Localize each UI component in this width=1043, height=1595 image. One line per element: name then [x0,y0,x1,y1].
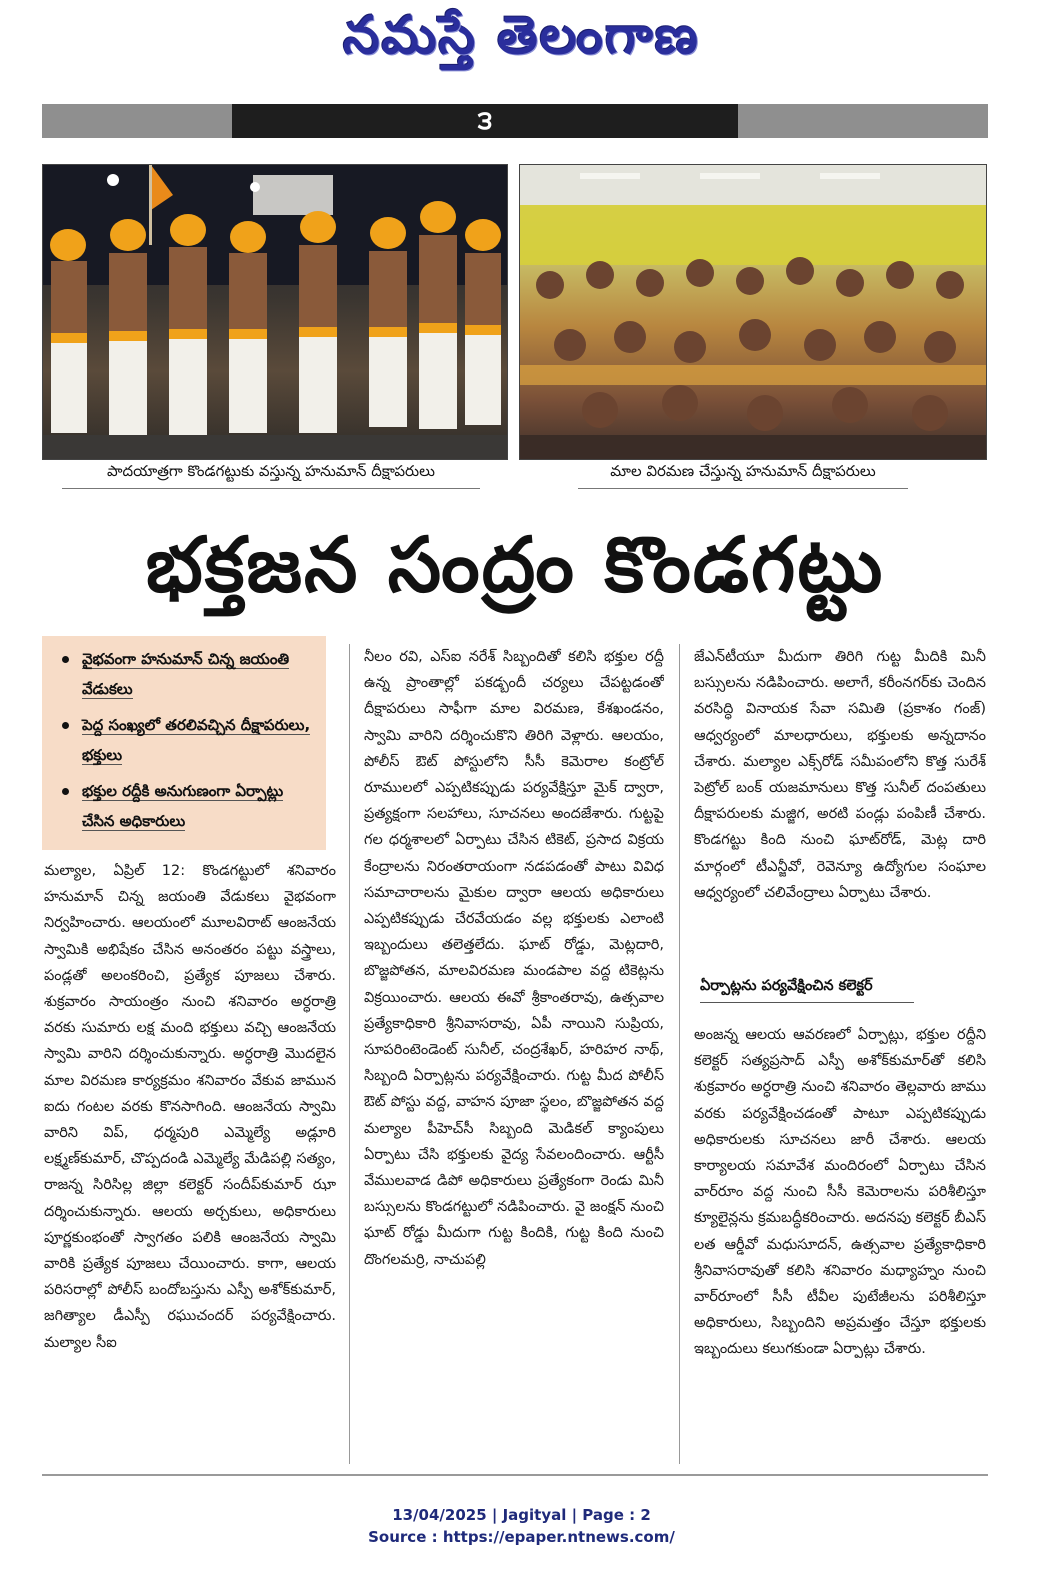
column-divider [679,644,680,1464]
article-subheading: ఏర్పాట్లను పర్యవేక్షించిన కలెక్టర్ [700,978,914,1003]
footer-source-link[interactable]: Source : https://epaper.ntnews.com/ [368,1528,675,1546]
section-band [42,104,988,138]
footer-date-edition: 13/04/2025 | Jagityal | Page : 2 [392,1506,651,1524]
article-column-1: మల్యాల, ఏప్రిల్ 12: కొండగట్టులో శనివారం హనుమాన్ చిన్న జయంతి వేడుకలు వైభవంగా నిర్వహించారు. ఆలయంలో మూలవిరాట్ ఆంజనేయ స్వామికి అభిషేకం చేసిన అనంతరం పట్టు వస్త్రాలు, పండ్లతో అలంకరించి, ప్రత్యేక పూజలు చేశారు. శుక్రవారం సాయంత్రం నుంచి శనివారం అర్ధరాత్రి వరకు సుమారు లక్ష మంది భక్తులు వచ్చి ఆంజనేయ స్వామి వారిని దర్శించుకున్నారు. అర్ధరాత్రి మొదలైన మాల విరమణ కార్యక్రమం శనివారం వేకువ జామున ఐదు గంటల వరకు కొనసాగింది. ఆంజనేయ స్వామి వారిని విప్, ధర్మపురి ఎమ్మెల్యే అడ్లూరి లక్ష్మణ్‌కుమార్, చొప్పదండి ఎమ్మెల్యే మేడిపల్లి సత్యం, రాజన్న సిరిసిల్ల జిల్లా కలెక్టర్ సందీప్‌కుమార్ ఝా దర్శించుకున్నారు. ఆలయ అర్చకులు, అధికారులు పూర్ణకుంభంతో స్వాగతం పలికి ఆంజనేయ స్వామి వారికి ప్రత్యేక పూజలు చేయించారు. కాగా, ఆలయ పరిసరాల్లో పోలీస్ బందోబస్తును ఎస్పీ అశోక్‌కుమార్, జగిత్యాల డీఎస్పీ రఘుచందర్ పర్యవేక్షించారు. మల్యాల సీఐ [44,863,336,1351]
photo-caption-right: మాల విరమణ చేస్తున్న హనుమాన్ దీక్షాపరులు [578,462,908,489]
photo-devotees-walking [42,164,508,460]
newspaper-logo: నమస్తే తెలంగాణ [343,6,700,66]
highlight-item: వైభవంగా హనుమాన్ చిన్న జయంతి వేడుకలు [54,644,316,704]
highlights-box [42,636,326,850]
article-column-3-continued: అంజన్న ఆలయ ఆవరణలో ఏర్పాట్లు, భక్తుల రద్దీని కలెక్టర్ సత్యప్రసాద్ ఎస్పీ అశోక్‌కుమార్‌తో కలిసి శుక్రవారం అర్ధరాత్రి నుంచి శనివారం తెల్లవారు జాము వరకు పర్యవేక్షించడంతో పాటూ ఎప్పటికప్పుడు అధికారులకు సూచనలు జారీ చేశారు. ఆలయ కార్యాలయ సమావేశ మందిరంలో ఏర్పాటు చేసిన వార్‌రూం వద్ద నుంచి సీసీ కెమెరాలను పరిశీలిస్తూ క్యూలైన్లను క్రమబద్ధీకరించారు. అదనపు కలెక్టర్ బీఎస్ లత ఆర్డీవో మధుసూదన్, ఉత్సవాల ప్రత్యేకాధికారి శ్రీనివాసరావుతో కలిసి శనివారం మధ్యాహ్నం నుంచి వార్‌రూంలో సీసీ టీవీల పుటేజీలను పరిశీలిస్తూ అధికారులు, సిబ్బందిని అప్రమత్తం చేస్తూ భక్తులకు ఇబ్బందులు కలుగకుండా ఏర్పాట్లు చేశారు. [694,1027,986,1358]
bullet-icon [62,656,69,663]
highlight-item: భక్తుల రద్దీకి అనుగుణంగా ఏర్పాట్లు చేసిన అధికారులు [54,776,316,836]
bullet-icon [62,722,69,729]
photo-caption-left: పాదయాత్రగా కొండగట్టుకు వస్తున్న హనుమాన్ దీక్షాపరులు [62,462,480,489]
section-band-label: ౩ [232,104,738,138]
masthead [0,0,1043,90]
column-divider [349,644,350,1464]
article-column-2: నీలం రవి, ఎస్ఐ నరేశ్ సిబ్బందితో కలిసి భక్తుల రద్దీ ఉన్న ప్రాంతాల్లో పకడ్బందీ చర్యలు చేపట్టడంతో దీక్షాపరులు సాఫీగా మాల విరమణ, కేశఖండనం, స్వామి వారిని దర్శించుకొని తిరిగి వెళ్లారు. ఆలయం, పోలీస్ ఔట్ పోస్టులోని సీసీ కెమెరాల కంట్రోల్ రూములలో ఎప్పటికప్పుడు పర్యవేక్షిస్తూ మైక్ ద్వారా, ప్రత్యక్షంగా సలహాలు, సూచనలు అందజేశారు. గుట్టపై గల ధర్మశాలలో ఏర్పాటు చేసిన టికెట్, ప్రసాద విక్రయ కేంద్రాలను నిరంతరాయంగా నడపడంతో పాటు వివిధ సమాచారాలను మైకుల ద్వారా ఆలయ అధికారులు ఎప్పటికప్పుడు చేరవేయడం వల్ల భక్తులకు ఎలాంటి ఇబ్బందులు తలెత్తలేదు. ఘాట్ రోడ్డు, మెట్లదారి, బొజ్జపోతన, మాలవిరమణ మండపాల వద్ద టికెట్లను విక్రయించారు. ఆలయ ఈవో శ్రీకాంతరావు, ఉత్సవాల ప్రత్యేకాధికారి శ్రీనివాసరావు, ఏపీ నాయిని సుప్రియ, సూపరింటెండెంట్ సునీల్, చంద్రశేఖర్, హరిహర నాథ్, సిబ్బంది ఏర్పాట్లను పర్యవేక్షించారు. గుట్ట మీద పోలీస్ ఔట్ పోస్టు వద్ద, వాహన పూజా స్థలం, బొజ్జపోతన వద్ద మల్యాల పీహెచ్‌సీ సిబ్బంది మెడికల్ క్యాంపులు ఏర్పాటు చేసి భక్తులకు వైద్య సేవలందించారు. ఆర్టీసీ వేములవాడ డిపో అధికారులు ప్రత్యేకంగా రెండు మినీ బస్సులను కొండగట్టులో నడిపించారు. వై జంక్షన్ నుంచి ఘాట్ రోడ్డు మీదుగా గుట్ట కిందికి, గుట్ట కింది నుంచి దొంగలమర్రి, నాచుపల్లి [364,649,664,1268]
photo-devotees-seated [519,164,987,460]
article-column-3: జేఎన్‌టీయూ మీదుగా తిరిగి గుట్ట మీదికి మినీ బస్సులను నడిపించారు. అలాగే, కరీంనగర్‌కు చెందిన వరసిద్ధి వినాయక సేవా సమితి (ప్రకాశం గంజ్) ఆధ్వర్యంలో మాలధారులు, భక్తులకు అన్నదానం చేశారు. మల్యాల ఎక్స్‌రోడ్ సమీపంలోని కొత్త సురేశ్ పెట్రోల్ బంక్ యజమానులు కొత్త సునీల్ దంపతులు దీక్షాపరులకు మజ్జిగ, అరటి పండ్లు పంపిణీ చేశారు. కొండగట్టు కింది నుంచి ఘాట్‌రోడ్, మెట్ల దారి మార్గంలో టీఎన్జీవో, రెవెన్యూ ఉద్యోగుల సంఘాల ఆధ్వర్యంలో చలివేంద్రాలు ఏర్పాటు చేశారు. [694,649,986,901]
article-headline: భక్తజన సంద్రం కొండగట్టు [145,520,885,609]
highlight-item: పెద్ద సంఖ్యలో తరలివచ్చిన దీక్షాపరులు, భక్తులు [54,710,316,770]
bullet-icon [62,788,69,795]
page-bottom-rule [42,1474,988,1476]
epaper-footer [0,1504,1043,1548]
